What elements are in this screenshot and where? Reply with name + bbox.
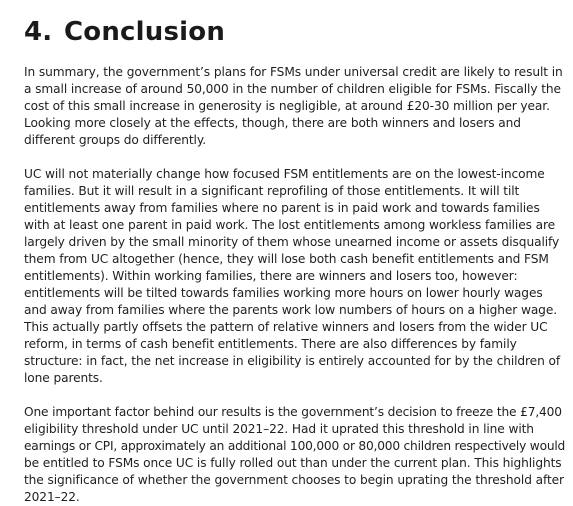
text-line: families. But it will result in a significant reprofiling of those entitlements. It will tilt [24, 184, 520, 198]
text-line: lone parents. [24, 371, 103, 385]
text-line: eligibility threshold under UC until 2021–22. Had it uprated this threshold in line with [24, 422, 534, 436]
text-line: cost of this small increase in generosity is negligible, at around £20-30 million per year. [24, 99, 550, 113]
text-line: In summary, the government’s plans for FSMs under universal credit are likely to result in [24, 65, 563, 79]
text-line: entitlements). Within working families, there are winners and losers too, however: [24, 269, 518, 283]
text-line: be entitled to FSMs once UC is fully rolled out than under the current plan. This highlights [24, 456, 562, 470]
text-line: UC will not materially change how focused FSM entitlements are on the lowest-income [24, 167, 545, 181]
paragraph-uc-effects [24, 166, 561, 387]
text-line: 2021–22. [24, 490, 80, 504]
text-line: reform, in terms of cash benefit entitlements. There are also differences by family [24, 337, 517, 351]
text-line: structure: in fact, the net increase in eligibility is entirely accounted for by the children of [24, 354, 561, 368]
text-line: and away from families where the parents work low numbers of hours on a higher wage. [24, 303, 557, 317]
text-line: them from UC altogether (hence, they will lose both cash benefit entitlements and FSM [24, 252, 549, 266]
paragraph-summary [24, 64, 563, 149]
text-line: with at least one parent in paid work. The lost entitlements among workless families are [24, 218, 556, 232]
text-line: different groups do differently. [24, 133, 206, 147]
text-line: This actually partly offsets the pattern of relative winners and losers from the wider UC [24, 320, 548, 334]
text-line: One important factor behind our results is the government’s decision to freeze the £7,400 [24, 405, 562, 419]
section-number: 4. [24, 17, 53, 47]
section-title: Conclusion [64, 17, 226, 47]
paragraph-threshold [24, 404, 566, 506]
text-line: entitlements away from families where no parent is in paid work and towards families [24, 201, 540, 215]
text-line: a small increase of around 50,000 in the number of children eligible for FSMs. Fiscally the [24, 82, 561, 96]
section-heading [24, 14, 549, 50]
text-line: earnings or CPI, approximately an additional 100,000 or 80,000 children respectively would [24, 439, 566, 453]
text-line: Looking more closely at the effects, though, there are both winners and losers and [24, 116, 521, 130]
text-line: largely driven by the small minority of them whose unearned income or assets disqualify [24, 235, 560, 249]
text-line: entitlements will be tilted towards families working more hours on lower hourly wages [24, 286, 543, 300]
text-line: the significance of whether the government chooses to begin uprating the threshold after [24, 473, 564, 487]
